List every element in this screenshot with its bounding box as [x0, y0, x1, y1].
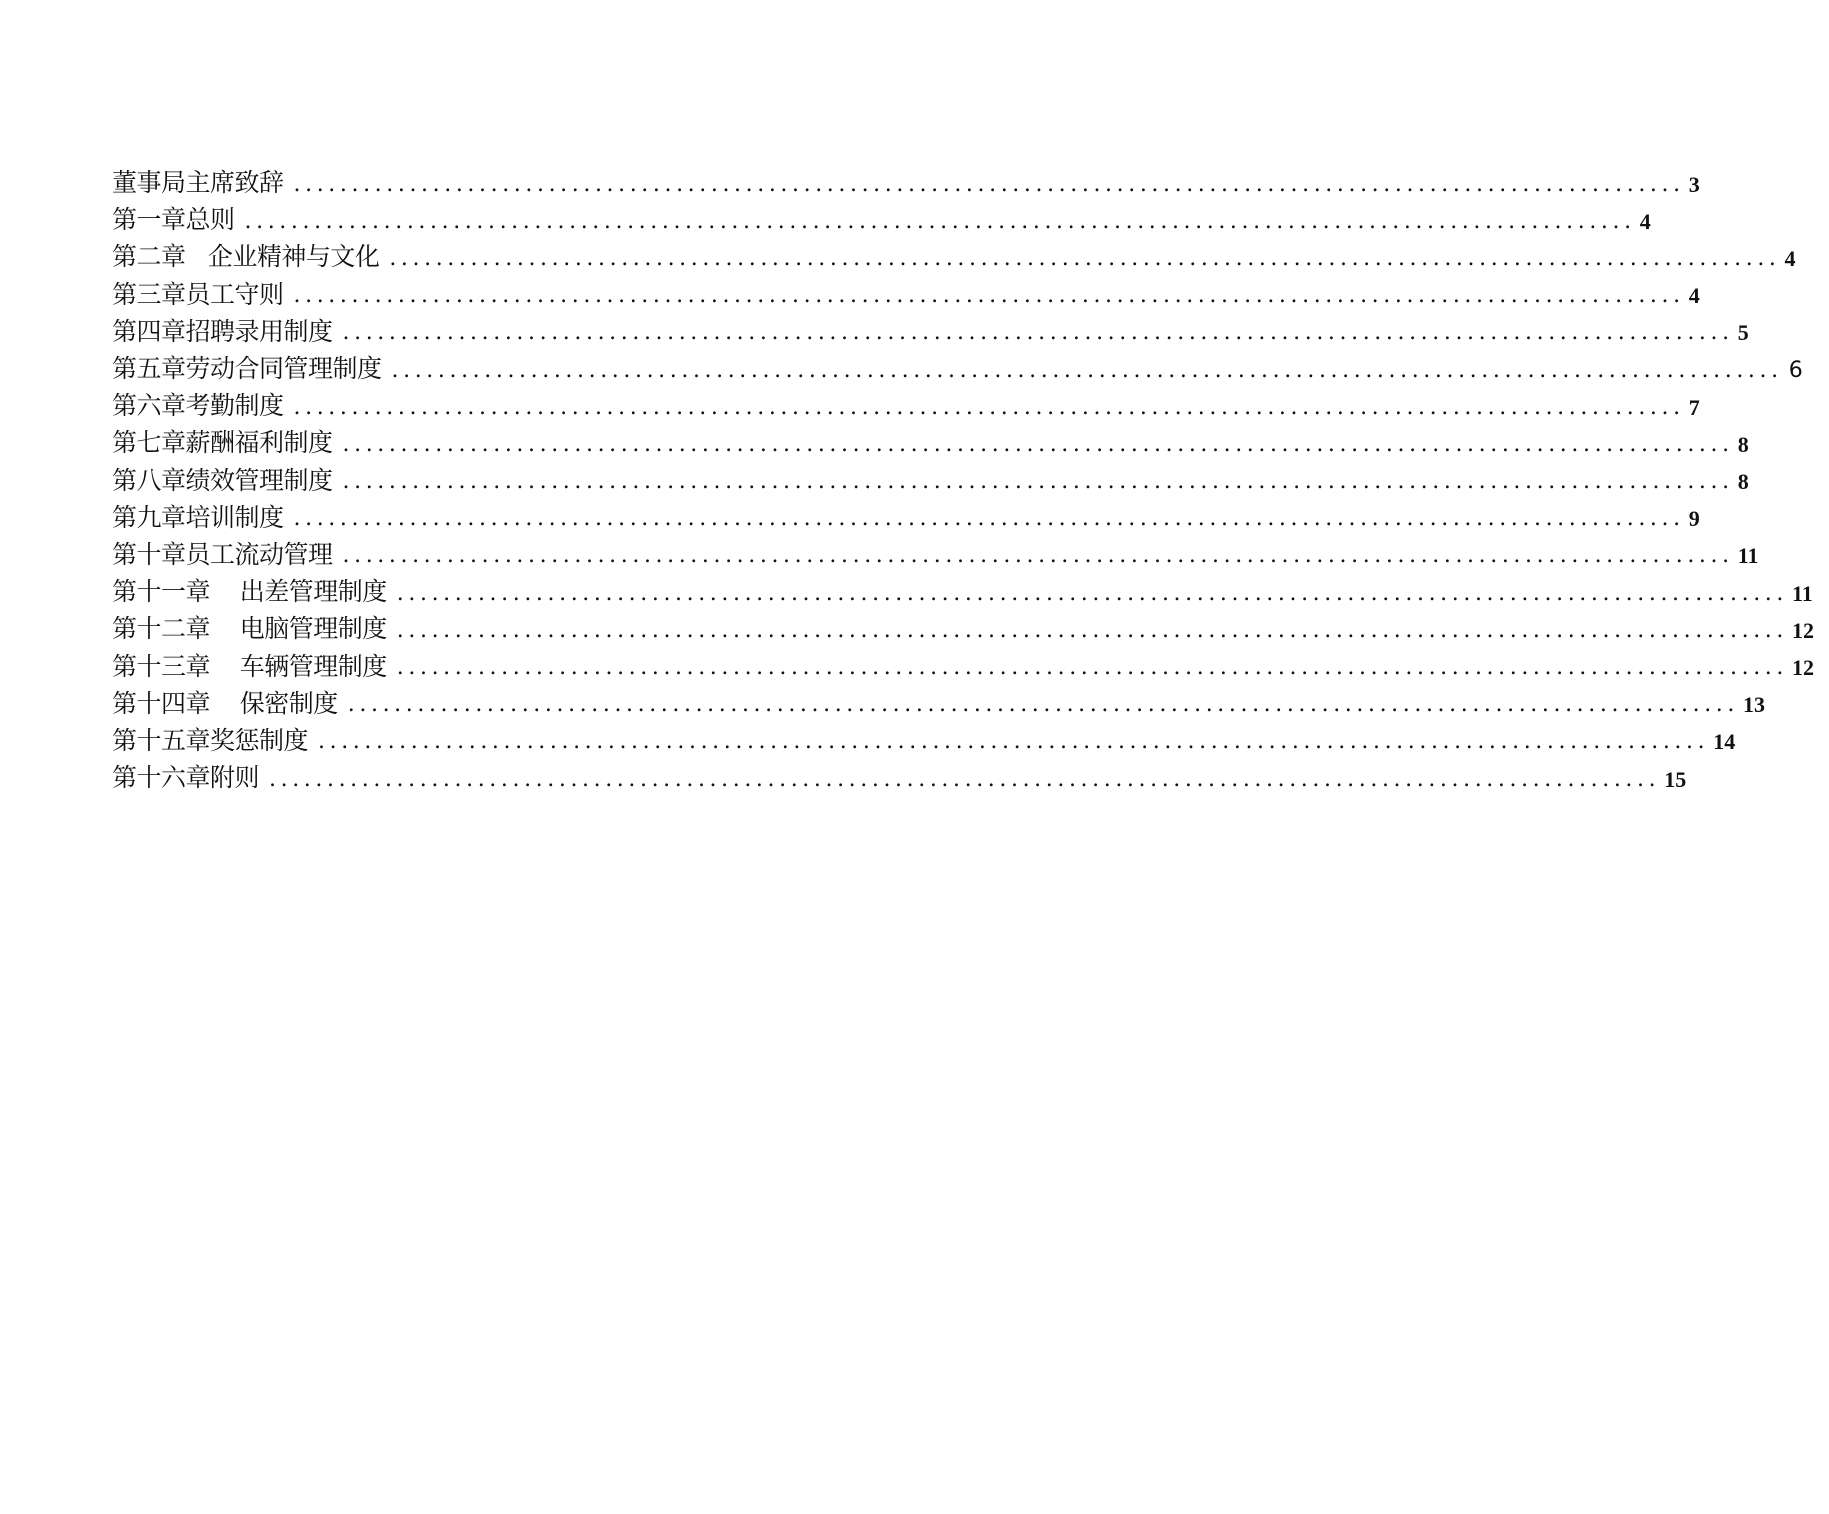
- toc-dot-leader: ........................................................................................................................: [293, 394, 1685, 420]
- toc-entry-chapter-7[interactable]: [112, 424, 1749, 461]
- toc-page-number: 15: [1664, 766, 1687, 792]
- toc-dot-leader: ........................................................................................................................: [396, 617, 1788, 643]
- toc-page-number: 11: [1791, 580, 1813, 606]
- toc-dot-leader: ........................................................................................................................: [293, 506, 1685, 532]
- toc-entry-title: 第一章总则: [112, 205, 235, 235]
- toc-page-number: 13: [1742, 692, 1765, 718]
- toc-entry-chapter-11[interactable]: [112, 573, 1813, 610]
- toc-dot-leader: ........................................................................................................................: [293, 283, 1685, 309]
- toc-dot-leader: ........................................................................................................................: [293, 171, 1685, 197]
- toc-entry-chapter-9[interactable]: [112, 499, 1700, 536]
- toc-entry-chairman-speech[interactable]: [112, 164, 1700, 201]
- toc-dot-leader: ........................................................................................................................: [269, 766, 1661, 792]
- toc-entry-chapter-16[interactable]: [112, 759, 1687, 796]
- toc-dot-leader: ........................................................................................................................: [389, 245, 1781, 271]
- toc-page-number: 8: [1737, 431, 1749, 457]
- toc-dot-leader: ........................................................................................................................: [342, 469, 1734, 495]
- toc-page-number: 12: [1791, 617, 1814, 643]
- toc-page-number: 4: [1688, 283, 1700, 309]
- toc-page-number: 4: [1784, 245, 1796, 271]
- toc-page-number: 5: [1737, 320, 1749, 346]
- toc-dot-leader: ........................................................................................................................: [342, 543, 1734, 569]
- toc-dot-leader: ........................................................................................................................: [391, 357, 1783, 383]
- toc-page-number: 3: [1688, 171, 1700, 197]
- toc-page-number: 8: [1737, 469, 1749, 495]
- toc-entry-title: 第七章薪酬福利制度: [112, 428, 333, 458]
- toc-entry-chapter-4[interactable]: [112, 313, 1749, 350]
- toc-page-number: 14: [1713, 729, 1736, 755]
- toc-entry-chapter-1[interactable]: [112, 201, 1651, 238]
- toc-entry-chapter-2[interactable]: [112, 238, 1796, 275]
- toc-entry-chapter-5[interactable]: [112, 350, 1803, 387]
- toc-entry-title: 第十六章附则: [112, 763, 260, 793]
- toc-entry-title: 董事局主席致辞: [112, 168, 284, 198]
- toc-dot-leader: ........................................................................................................................: [396, 655, 1788, 681]
- toc-entry-title: 第四章招聘录用制度: [112, 316, 333, 346]
- toc-page-number: 4: [1639, 208, 1651, 234]
- toc-entry-title: 第十四章 保密制度: [112, 688, 338, 718]
- toc-entry-title: 第十三章 车辆管理制度: [112, 651, 387, 681]
- toc-entry-chapter-12[interactable]: [112, 610, 1814, 647]
- toc-entry-chapter-14[interactable]: [112, 685, 1765, 722]
- toc-dot-leader: ........................................................................................................................: [244, 208, 1636, 234]
- toc-page-number: 9: [1688, 506, 1700, 532]
- toc-entry-title: 第十五章奖惩制度: [112, 725, 309, 755]
- toc-dot-leader: ........................................................................................................................: [342, 431, 1734, 457]
- toc-entry-chapter-10[interactable]: [112, 536, 1759, 573]
- toc-dot-leader: ........................................................................................................................: [318, 729, 1710, 755]
- toc-page-number: 7: [1688, 394, 1700, 420]
- toc-entry-title: 第二章 企业精神与文化: [112, 242, 380, 272]
- toc-entry-title: 第六章考勤制度: [112, 391, 284, 421]
- toc-entry-title: 第三章员工守则: [112, 279, 284, 309]
- toc-entry-title: 第十章员工流动管理: [112, 539, 333, 569]
- toc-page-number: 6: [1788, 357, 1803, 383]
- toc-dot-leader: ........................................................................................................................: [347, 692, 1739, 718]
- table-of-contents: [112, 164, 1814, 796]
- toc-entry-title: 第五章劳动合同管理制度: [112, 354, 382, 384]
- toc-entry-chapter-8[interactable]: [112, 462, 1749, 499]
- toc-entry-title: 第十二章 电脑管理制度: [112, 614, 387, 644]
- toc-entry-chapter-15[interactable]: [112, 722, 1736, 759]
- toc-dot-leader: ........................................................................................................................: [396, 580, 1788, 606]
- toc-entry-chapter-3[interactable]: [112, 276, 1700, 313]
- toc-dot-leader: ........................................................................................................................: [342, 320, 1734, 346]
- toc-entry-chapter-13[interactable]: [112, 647, 1814, 684]
- toc-entry-title: 第九章培训制度: [112, 502, 284, 532]
- toc-entry-title: 第十一章 出差管理制度: [112, 577, 387, 607]
- toc-page-number: 12: [1791, 655, 1814, 681]
- toc-entry-title: 第八章绩效管理制度: [112, 465, 333, 495]
- toc-entry-chapter-6[interactable]: [112, 387, 1700, 424]
- toc-page-number: 11: [1737, 543, 1759, 569]
